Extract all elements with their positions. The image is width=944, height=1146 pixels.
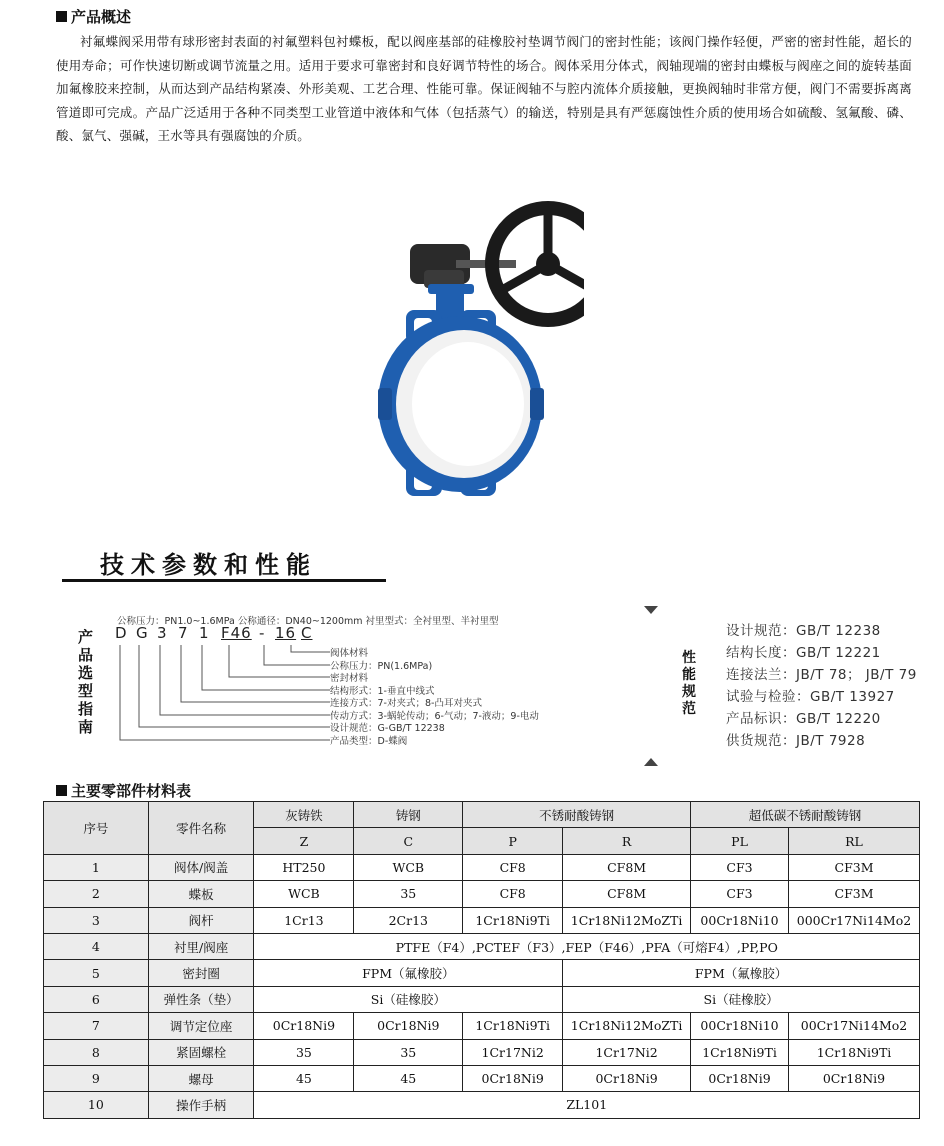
header-code: RL <box>789 828 920 854</box>
table-cell: 2Cr13 <box>354 907 463 933</box>
header-code: PL <box>691 828 789 854</box>
spec-item: 设计规范：GB/T 12238 <box>726 623 881 639</box>
table-row <box>44 1092 920 1118</box>
row-part-name: 弹性条（垫） <box>148 986 254 1012</box>
table-cell: 0Cr18Ni9 <box>254 1013 354 1039</box>
guide-item: 设计规范：G-GB/T 12238 <box>330 723 445 734</box>
table-cell: 35 <box>254 1039 354 1065</box>
row-index: 5 <box>44 960 149 986</box>
table-cell: CF3 <box>691 881 789 907</box>
table-cell: 1Cr13 <box>254 907 354 933</box>
header-code: R <box>563 828 691 854</box>
guide-item: 连接方式：7-对夹式；8-凸耳对夹式 <box>330 698 482 709</box>
row-part-name: 紧固螺栓 <box>148 1039 254 1065</box>
table-cell: CF8 <box>463 881 563 907</box>
code-part: C <box>301 624 313 642</box>
row-index: 4 <box>44 933 149 959</box>
table-cell: 35 <box>354 881 463 907</box>
row-part-name: 密封圈 <box>148 960 254 986</box>
title-underline <box>62 579 386 582</box>
table-cell: 1Cr18Ni12MoZTi <box>563 1013 691 1039</box>
table-cell: 1Cr18Ni9Ti <box>463 1013 563 1039</box>
code-part: - <box>259 624 266 642</box>
row-index: 8 <box>44 1039 149 1065</box>
butterfly-valve-illustration <box>372 192 584 512</box>
parts-heading <box>56 780 191 801</box>
spec-item: 产品标识：GB/T 12220 <box>726 711 881 727</box>
parts-material-table <box>43 801 920 1119</box>
table-cell: 1Cr18Ni9Ti <box>789 1039 920 1065</box>
triangle-up-icon <box>644 758 658 766</box>
table-cell: HT250 <box>254 854 354 880</box>
square-bullet-icon <box>56 785 67 796</box>
table-cell: 1Cr17Ni2 <box>463 1039 563 1065</box>
table-row <box>44 854 920 880</box>
selection-guide-leader-lines <box>110 640 340 765</box>
table-cell: PTFE（F4）,PCTEF（F3）,FEP（F46）,PFA（可熔F4）,PP,PO <box>254 933 920 959</box>
triangle-down-icon <box>644 606 658 614</box>
guide-item: 公称压力：PN(1.6MPa) <box>330 661 433 672</box>
row-part-name: 螺母 <box>148 1065 254 1091</box>
parts-title: 主要零部件材料表 <box>71 782 192 800</box>
table-cell: 0Cr18Ni9 <box>691 1065 789 1091</box>
table-cell: 000Cr17Ni14Mo2 <box>789 907 920 933</box>
table-cell: WCB <box>254 881 354 907</box>
header-code: P <box>463 828 563 854</box>
header-code: Z <box>254 828 354 854</box>
table-header-row <box>44 802 920 828</box>
row-index: 10 <box>44 1092 149 1118</box>
row-index: 6 <box>44 986 149 1012</box>
table-row <box>44 986 920 1012</box>
table-cell: CF3M <box>789 881 920 907</box>
table-cell: CF8M <box>563 854 691 880</box>
tech-params-title: 技术参数和性能 <box>100 551 317 579</box>
performance-spec-label: 性能规范 <box>682 650 696 717</box>
header-group: 超低碳不锈耐酸铸钢 <box>691 802 920 828</box>
table-cell: 0Cr18Ni9 <box>563 1065 691 1091</box>
guide-item: 阀体材料 <box>330 648 369 659</box>
code-part: 16 <box>275 624 297 642</box>
table-cell: CF3 <box>691 854 789 880</box>
square-bullet-icon <box>56 11 67 22</box>
header-group: 灰铸铁 <box>254 802 354 828</box>
overview-paragraph: 衬氟蝶阀采用带有球形密封表面的衬氟塑料包衬蝶板，配以阀座基部的硅橡胶衬垫调节阀门的密封性能；该阀门操作轻便，严密的密封性能，超长的使用寿命；可作快速切断或调节流量之用。适用于要求可靠密封和良好调节特性的场合。阀体采用分体式，阀轴现端的密封由蝶板与阀座之间的旋转基面加氟橡胶来控制，从而达到产品结构紧凑、外形美观、工艺合理、性能可靠。保证阀轴不与腔内流体介质接触，更换阀轴时非常方便，阀门不需要拆离离管道即可完成。产品广泛适用于各种不同类型工业管道中液体和气体（包括蒸气）的输送，特别是具有严惩腐蚀性介质的使用场合如硫酸、氢氟酸、磷、酸、氯气、强碱，王水等具有强腐蚀的介质。 <box>56 34 912 143</box>
table-cell: 0Cr18Ni9 <box>789 1065 920 1091</box>
selection-guide-label: 产品选型指南 <box>78 628 94 736</box>
table-row <box>44 907 920 933</box>
table-cell: 45 <box>254 1065 354 1091</box>
table-cell: CF8 <box>463 854 563 880</box>
row-part-name: 阀杆 <box>148 907 254 933</box>
header-index: 序号 <box>44 802 149 855</box>
table-cell: ZL101 <box>254 1092 920 1118</box>
table-cell: 00Cr18Ni10 <box>691 1013 789 1039</box>
table-row <box>44 960 920 986</box>
guide-item: 产品类型：D-蝶阀 <box>330 736 408 747</box>
table-cell: 1Cr18Ni12MoZTi <box>563 907 691 933</box>
performance-spec-list <box>726 620 917 752</box>
overview-title: 产品概述 <box>71 8 132 26</box>
row-part-name: 衬里/阀座 <box>148 933 254 959</box>
spec-item: 试验与检验：GB/T 13927 <box>726 689 895 705</box>
table-row <box>44 1039 920 1065</box>
table-cell: 45 <box>354 1065 463 1091</box>
row-index: 2 <box>44 881 149 907</box>
table-cell: 00Cr17Ni14Mo2 <box>789 1013 920 1039</box>
table-cell: 00Cr18Ni10 <box>691 907 789 933</box>
table-row <box>44 1013 920 1039</box>
code-part: G <box>136 624 149 642</box>
guide-top-note: 公称压力：PN1.0~1.6MPa 公称通径：DN40~1200mm 衬里型式：全衬里型、半衬里型 <box>117 616 499 627</box>
table-cell: 1Cr17Ni2 <box>563 1039 691 1065</box>
guide-item: 结构形式：1-垂直中线式 <box>330 686 435 697</box>
row-index: 9 <box>44 1065 149 1091</box>
table-row <box>44 1065 920 1091</box>
table-cell: Si（硅橡胶） <box>254 986 563 1012</box>
table-cell: 0Cr18Ni9 <box>463 1065 563 1091</box>
header-code: C <box>354 828 463 854</box>
table-cell: 1Cr18Ni9Ti <box>463 907 563 933</box>
spec-item: 结构长度：GB/T 12221 <box>726 645 881 661</box>
table-cell: 35 <box>354 1039 463 1065</box>
guide-item: 密封材料 <box>330 673 369 684</box>
table-cell: FPM（氟橡胶） <box>254 960 563 986</box>
header-group: 不锈耐酸铸钢 <box>463 802 691 828</box>
spec-item: 供货规范：JB/T 7928 <box>726 733 866 749</box>
code-part: D <box>115 624 128 642</box>
row-part-name: 阀体/阀盖 <box>148 854 254 880</box>
code-part: 3 <box>157 624 168 642</box>
row-index: 1 <box>44 854 149 880</box>
table-cell: Si（硅橡胶） <box>563 986 920 1012</box>
table-row <box>44 881 920 907</box>
row-part-name: 调节定位座 <box>148 1013 254 1039</box>
table-row <box>44 933 920 959</box>
row-part-name: 蝶板 <box>148 881 254 907</box>
header-part-name: 零件名称 <box>148 802 254 855</box>
table-cell: CF3M <box>789 854 920 880</box>
code-part: F46 <box>221 624 252 642</box>
table-cell: FPM（氟橡胶） <box>563 960 920 986</box>
row-part-name: 操作手柄 <box>148 1092 254 1118</box>
table-cell: 1Cr18Ni9Ti <box>691 1039 789 1065</box>
header-group: 铸钢 <box>354 802 463 828</box>
overview-heading <box>56 6 131 27</box>
guide-item: 传动方式：3-蜗轮传动；6-气动；7-液动；9-电动 <box>330 711 539 722</box>
code-part: 7 <box>178 624 189 642</box>
table-cell: WCB <box>354 854 463 880</box>
table-cell: 0Cr18Ni9 <box>354 1013 463 1039</box>
code-part: 1 <box>199 624 210 642</box>
table-cell: CF8M <box>563 881 691 907</box>
row-index: 7 <box>44 1013 149 1039</box>
row-index: 3 <box>44 907 149 933</box>
spec-item: 连接法兰：JB/T 78； JB/T 79 <box>726 667 917 683</box>
